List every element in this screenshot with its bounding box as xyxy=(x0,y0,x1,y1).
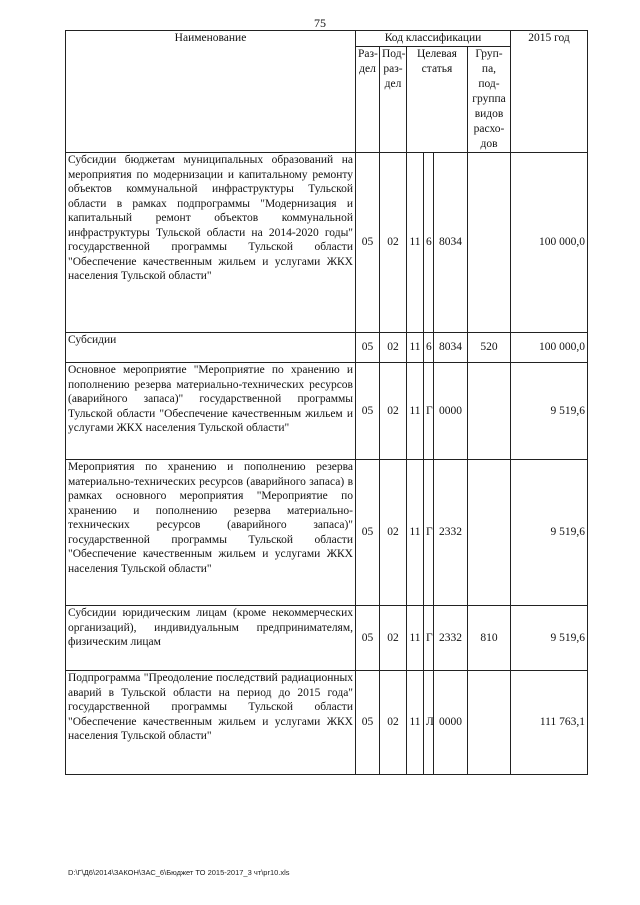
row-target-program: 11 xyxy=(407,671,424,775)
page-number: 75 xyxy=(314,16,326,30)
row-amount: 100 000,0 xyxy=(511,333,588,363)
row-podrazdel: 02 xyxy=(380,671,407,775)
row-target-subprogram: Г xyxy=(424,363,434,460)
row-name: Основное мероприятие "Мероприятие по хранению и пополнению резерва материально-технических ресурсов (аварийного запаса)" государственной программы Тульской области "Обеспечение качественным жильем и услугами ЖКХ населения Тульской области" xyxy=(66,363,356,460)
row-target-code: 8034 xyxy=(434,153,468,333)
row-podrazdel: 02 xyxy=(380,333,407,363)
row-expense-group xyxy=(468,671,511,775)
header-name: Наименование xyxy=(66,31,356,153)
header-target: Целевая статья xyxy=(407,47,468,153)
row-target-subprogram: Г xyxy=(424,460,434,606)
budget-table xyxy=(65,30,588,775)
row-podrazdel: 02 xyxy=(380,606,407,671)
row-target-program: 11 xyxy=(407,606,424,671)
row-name: Субсидии бюджетам муниципальных образований на мероприятия по модернизации и капитальному ремонту объектов коммунальной инфраструктуры Тульской области в рамках подпрограммы "Модернизация и капитальный ремонт объектов коммунальной инфраструктуры Тульской области на 2014-2020 годы" государственной программы Тульской области "Обеспечение качественным жильем и услугами ЖКХ населения Тульской области" xyxy=(66,153,356,333)
row-razdel: 05 xyxy=(356,363,380,460)
row-expense-group xyxy=(468,460,511,606)
table-row xyxy=(66,153,588,333)
row-amount: 9 519,6 xyxy=(511,363,588,460)
row-razdel: 05 xyxy=(356,460,380,606)
row-target-code: 2332 xyxy=(434,460,468,606)
header-year: 2015 год xyxy=(511,31,588,153)
row-target-subprogram: 6 xyxy=(424,153,434,333)
row-target-subprogram: 6 xyxy=(424,333,434,363)
row-target-program: 11 xyxy=(407,153,424,333)
row-name: Подпрограмма "Преодоление последствий радиационных аварий в Тульской области на период до 2015 года" государственной программы Тульской области "Обеспечение качественным жильем и услугами ЖКХ населения Тульской области" xyxy=(66,671,356,775)
file-path-footer: D:\Г\Д6\2014\ЗАКОН\ЗАС_6\Бюджет ТО 2015-2017_3 чт\pr10.xls xyxy=(68,868,290,877)
row-expense-group xyxy=(468,363,511,460)
row-podrazdel: 02 xyxy=(380,153,407,333)
row-target-subprogram: Л xyxy=(424,671,434,775)
row-target-program: 11 xyxy=(407,460,424,606)
header-code-group: Код классификации xyxy=(356,31,511,47)
row-expense-group xyxy=(468,153,511,333)
row-target-code: 0000 xyxy=(434,671,468,775)
table-row xyxy=(66,460,588,606)
row-amount: 9 519,6 xyxy=(511,606,588,671)
row-razdel: 05 xyxy=(356,153,380,333)
header-podrazdel: Под-раз-дел xyxy=(380,47,407,153)
row-amount: 9 519,6 xyxy=(511,460,588,606)
row-razdel: 05 xyxy=(356,671,380,775)
table-row xyxy=(66,363,588,460)
row-target-code: 0000 xyxy=(434,363,468,460)
row-expense-group: 810 xyxy=(468,606,511,671)
row-expense-group: 520 xyxy=(468,333,511,363)
row-amount: 111 763,1 xyxy=(511,671,588,775)
row-target-program: 11 xyxy=(407,363,424,460)
row-podrazdel: 02 xyxy=(380,363,407,460)
row-target-subprogram: Г xyxy=(424,606,434,671)
row-target-code: 2332 xyxy=(434,606,468,671)
table-row xyxy=(66,671,588,775)
header-razdel: Раз-дел xyxy=(356,47,380,153)
row-amount: 100 000,0 xyxy=(511,153,588,333)
header-group: Груп-па, под-группа видов расхо-дов xyxy=(468,47,511,153)
row-target-code: 8034 xyxy=(434,333,468,363)
row-razdel: 05 xyxy=(356,333,380,363)
row-name: Субсидии юридическим лицам (кроме некоммерческих организаций), индивидуальным предпринимателям, физическим лицам xyxy=(66,606,356,671)
table-row xyxy=(66,333,588,363)
row-target-program: 11 xyxy=(407,333,424,363)
row-name: Мероприятия по хранению и пополнению резерва материально-технических ресурсов (аварийного запаса) в рамках основного мероприятия "Мероприятие по хранению и пополнению резерва материально-технических ресурсов (аварийного запаса)" государственной программы Тульской области "Обеспечение качественным жильем и услугами ЖКХ населения Тульской области" xyxy=(66,460,356,606)
row-name: Субсидии xyxy=(66,333,356,363)
table-row xyxy=(66,606,588,671)
row-razdel: 05 xyxy=(356,606,380,671)
row-podrazdel: 02 xyxy=(380,460,407,606)
